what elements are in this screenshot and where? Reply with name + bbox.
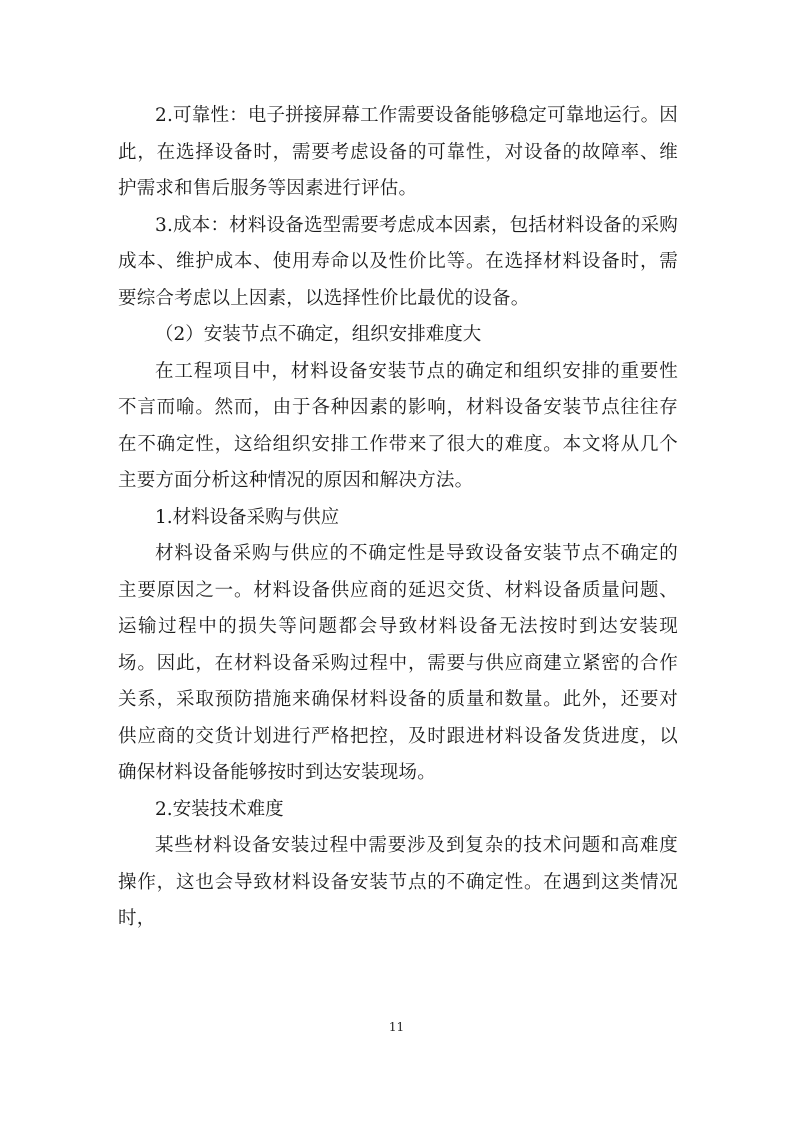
paragraph-installation-intro: 在工程项目中，材料设备安装节点的确定和组织安排的重要性不言而喻。然而，由于各种因素的影响，材料设备安装节点往往存在不确定性，这给组织安排工作带来了很大的难度。本文将从几个主要方面分析这种情况的原因和解决方法。 xyxy=(118,360,678,491)
page-number: 11 xyxy=(388,1020,405,1034)
subheading-procurement-supply: 1.材料设备采购与供应 xyxy=(155,506,340,528)
paragraph-cost: 3.成本：材料设备选型需要考虑成本因素，包括材料设备的采购成本、维护成本、使用寿命以及性价比等。在选择材料设备时，需要综合考虑以上因素，以选择性价比最优的设备。 xyxy=(118,214,678,309)
paragraph-installation-technique: 某些材料设备安装过程中需要涉及到复杂的技术问题和高难度操作，这也会导致材料设备安装节点的不确定性。在遇到这类情况时， xyxy=(118,835,678,929)
paragraph-reliability: 2.可靠性：电子拼接屏幕工作需要设备能够稳定可靠地运行。因此，在选择设备时，需要考虑设备的可靠性，对设备的故障率、维护需求和售后服务等因素进行评估。 xyxy=(118,105,678,199)
paragraph-procurement-supply: 材料设备采购与供应的不确定性是导致设备安装节点不确定的主要原因之一。材料设备供应商的延迟交货、材料设备质量问题、运输过程中的损失等问题都会导致材料设备无法按时到达安装现场。因此，在材料设备采购过程中，需要与供应商建立紧密的合作关系，采取预防措施来确保材料设备的质量和数量。此外，还要对供应商的交货计划进行严格把控，及时跟进材料设备发货进度，以确保材料设备能够按时到达安装现场。 xyxy=(118,543,678,783)
section-heading-installation-node: （2）安装节点不确定，组织安排难度大 xyxy=(155,324,482,345)
page-content xyxy=(118,98,678,938)
subheading-installation-technique: 2.安装技术难度 xyxy=(155,798,284,820)
